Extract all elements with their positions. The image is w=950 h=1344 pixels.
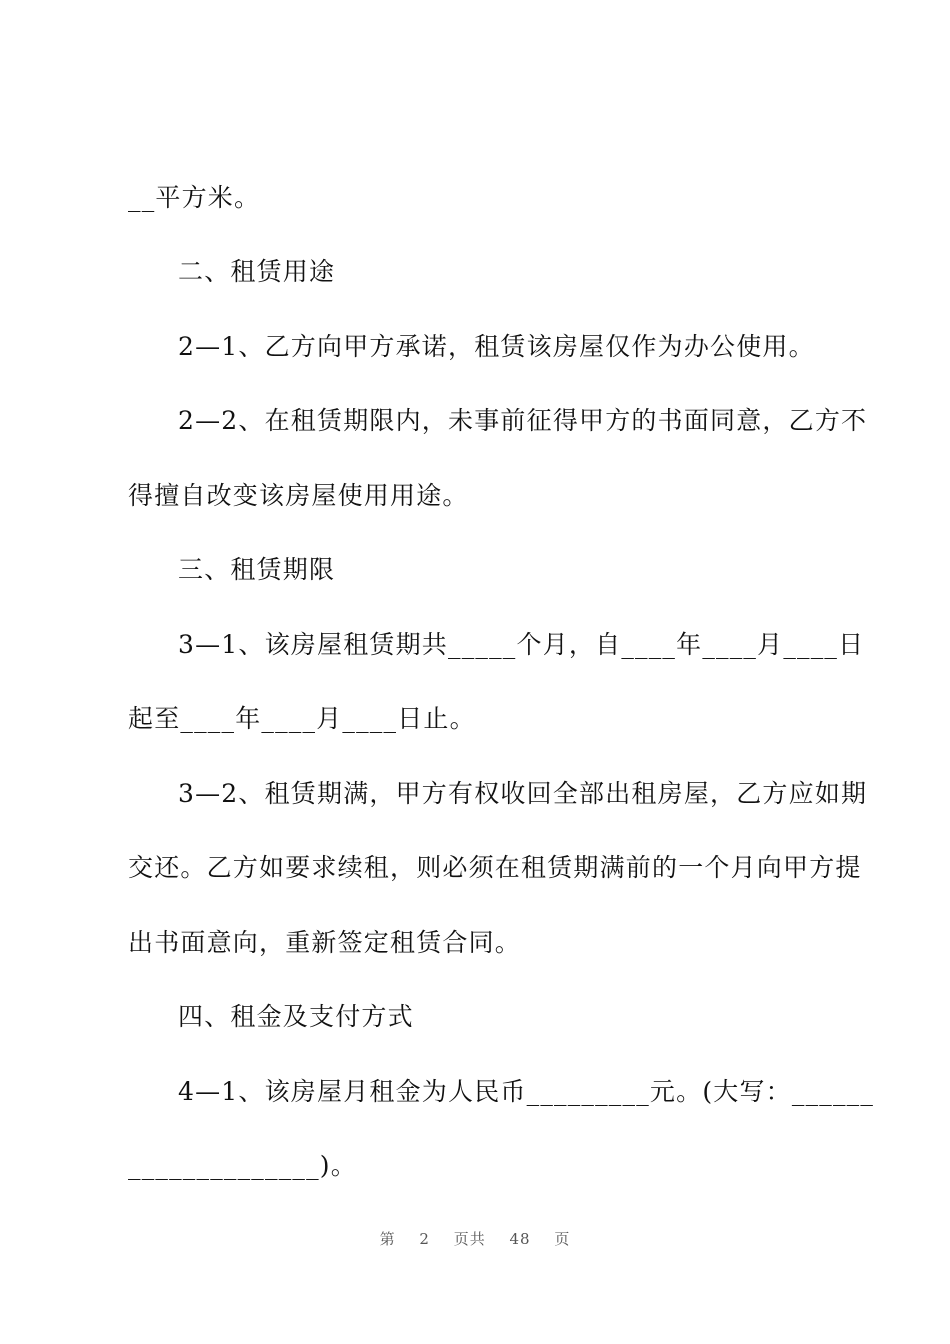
footer-page-suffix: 页 — [554, 1230, 571, 1248]
clause-2-1: 2—1、乙方向甲方承诺，租赁该房屋仅作为办公使用。 — [178, 332, 815, 361]
clause-4-1-line-2: ______________)。 — [128, 1151, 357, 1180]
clause-4-1-line-1: 4—1、该房屋月租金为人民币_________元。(大写：______ — [178, 1077, 875, 1106]
section-heading-purpose: 二、租赁用途 — [178, 257, 336, 286]
footer-total-pages: 48 — [509, 1230, 531, 1248]
clause-3-1-line-1: 3—1、该房屋租赁期共_____个月，自____年____月____日 — [178, 630, 865, 659]
section-heading-rent: 四、租金及支付方式 — [178, 1002, 414, 1031]
footer-of-label: 页共 — [453, 1230, 486, 1248]
clause-3-2-line-2: 交还。乙方如要求续租，则必须在租赁期满前的一个月向甲方提 — [128, 853, 862, 882]
clause-3-2-line-1: 3—2、租赁期满，甲方有权收回全部出租房屋，乙方应如期 — [178, 779, 868, 808]
clause-2-2-line-2: 得擅自改变该房屋使用用途。 — [128, 481, 469, 510]
section-heading-term: 三、租赁期限 — [178, 555, 336, 584]
footer-page-label: 第 — [379, 1230, 396, 1248]
clause-3-2-line-3: 出书面意向，重新签定租赁合同。 — [128, 928, 522, 957]
footer-page-number: 2 — [419, 1230, 430, 1248]
clause-2-2-line-1: 2—2、在租赁期限内，未事前征得甲方的书面同意，乙方不 — [178, 406, 868, 435]
clause-3-1-line-2: 起至____年____月____日止。 — [128, 704, 476, 733]
text-line-area-end: __平方米。 — [128, 183, 261, 212]
page-footer — [0, 1228, 950, 1249]
